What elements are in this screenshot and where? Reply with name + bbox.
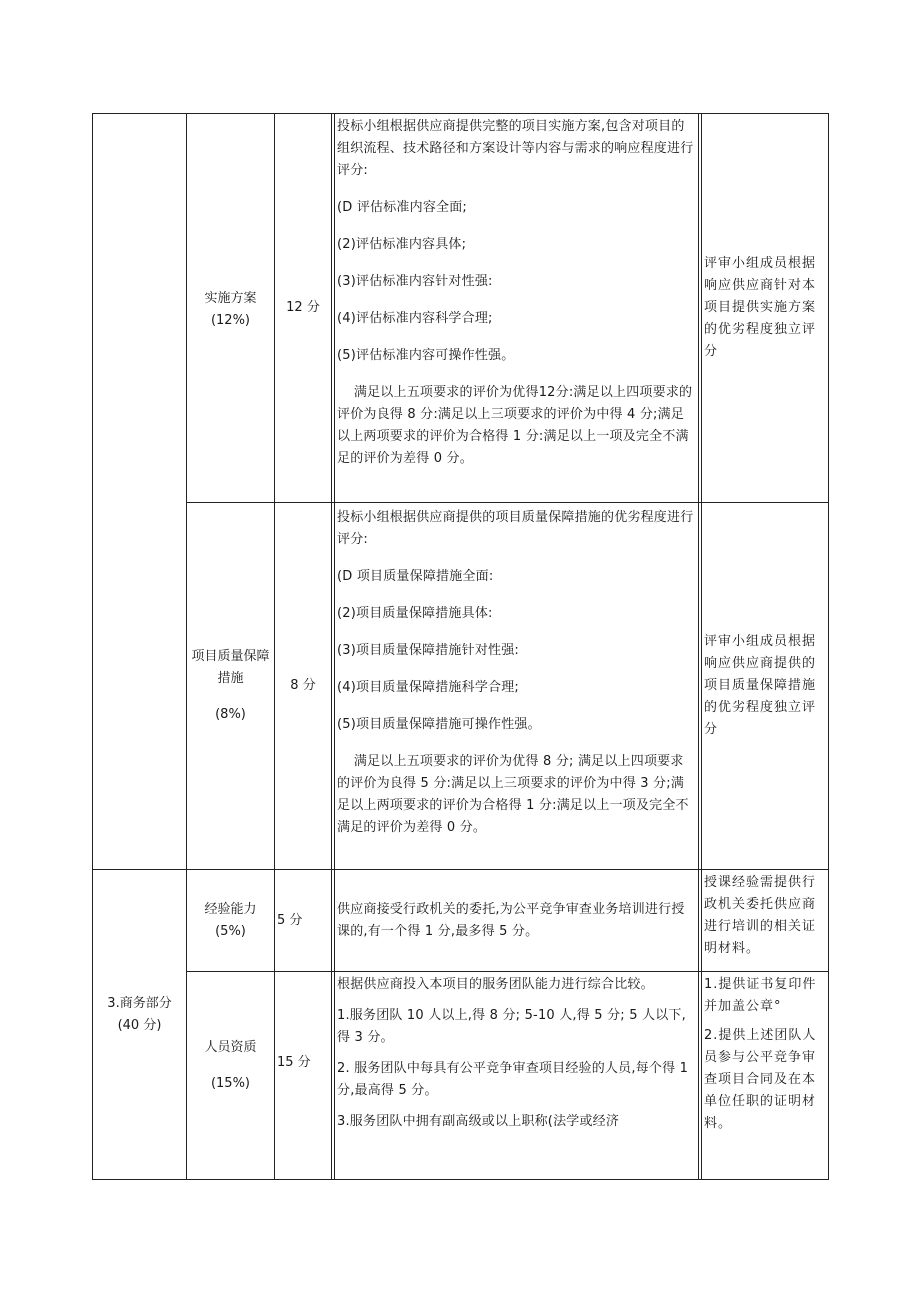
plan-criteria-scoring: 满足以上五项要求的评价为优得12分:满足以上四项要求的评价为良得 8 分:满足以上三项要求的评价为中得 4 分;满足以上两项要求的评价为合格得 1 分:满足以上一项及完全不满足的评价为差得 0 分。 [337,385,693,466]
plan-criteria-item-4: (4)评估标准内容科学合理; [337,311,493,326]
quality-name: 项目质量保障措施 [191,649,270,686]
staff-criteria-intro: 根据供应商投入本项目的服务团队能力进行综合比较。 [337,977,654,992]
quality-score-cell [275,503,331,869]
staff-criteria-item-2: 2. 服务团队中每具有公平竞争审查项目经验的人员,每个得 1 分,最高得 5 分。 [337,1061,689,1098]
quality-criteria-item-5: (5)项目质量保障措施可操作性强。 [337,717,541,732]
quality-criteria-item-1: (D 项目质量保障措施全面: [337,569,494,584]
business-section-cell [93,870,186,1179]
plan-criteria-item-5: (5)评估标准内容可操作性强。 [337,348,515,363]
plan-note: 评审小组成员根据响应供应商针对本项目提供实施方案的优劣程度独立评分 [704,256,817,359]
business-points: (40 分) [117,1017,162,1033]
business-label: 3.商务部分 [107,995,172,1011]
experience-name-cell [187,870,274,971]
plan-score-cell [275,114,331,502]
quality-criteria-item-4: (4)项目质量保障措施科学合理; [337,680,519,695]
quality-criteria [335,507,698,839]
quality-name-cell [187,503,274,869]
experience-note: 授课经验需提供行政机关委托供应商进行培训的相关证明材料。 [704,875,817,956]
plan-pct: (12%) [210,312,251,328]
plan-criteria-item-1: (D 评估标准内容全面; [337,200,467,215]
quality-note: 评审小组成员根据响应供应商提供的项目质量保障措施的优劣程度独立评分 [704,634,817,737]
plan-criteria [335,116,698,470]
quality-criteria-item-3: (3)项目质量保障措施针对性强: [337,643,519,658]
plan-score: 12 分 [286,300,320,315]
staff-note-2: 2.提供上述团队人员参与公平竞争审查项目合同及在本单位任职的证明材料。 [704,1028,817,1131]
experience-name: 经验能力 [204,901,257,917]
experience-score: 5 分 [277,912,303,928]
experience-score-cell [275,870,331,971]
quality-pct: (8%) [215,707,246,722]
rule-col4 [698,113,699,1180]
quality-criteria-item-2: (2)项目质量保障措施具体: [337,606,493,621]
rule-col3 [331,113,332,1180]
staff-criteria [335,974,698,1133]
plan-name: 实施方案 [204,290,257,306]
quality-score: 8 分 [290,678,316,693]
experience-note-cell [702,872,828,960]
staff-criteria-item-1: 1.服务团队 10 人以上,得 8 分; 5-10 人,得 5 分; 5 人以下,得 3 分。 [337,1008,686,1045]
plan-note-cell [702,114,828,502]
staff-score-cell [275,972,331,1179]
staff-note-cell [702,974,828,1135]
quality-criteria-scoring: 满足以上五项要求的评价为优得 8 分; 满足以上四项要求的评价为良得 5 分:满足以上三项要求的评价为中得 3 分;满足以上两项要求的评价为合格得 1 分:满足以上一项及完全不满足的评价为差得 0 分。 [337,754,689,835]
experience-pct: (5%) [215,923,246,939]
experience-criteria: 供应商接受行政机关的委托,为公平竞争审查业务培训进行授课的,有一个得 1 分,最多得 5 分。 [337,901,685,939]
staff-score: 15 分 [277,1054,311,1070]
quality-criteria-intro: 投标小组根据供应商提供的项目质量保障措施的优劣程度进行评分: [337,510,694,547]
plan-name-cell [187,114,274,502]
plan-criteria-intro: 投标小组根据供应商提供完整的项目实施方案,包含对项目的组织流程、技术路径和方案设计等内容与需求的响应程度进行评分: [337,119,694,178]
plan-criteria-item-2: (2)评估标准内容具体; [337,237,467,252]
experience-criteria-cell [335,870,698,971]
plan-criteria-item-3: (3)评估标准内容针对性强: [337,274,493,289]
staff-name: 人员资质 [204,1039,257,1055]
staff-criteria-item-3: 3.服务团队中拥有副高级或以上职称(法学或经济 [337,1114,620,1129]
staff-note-1: 1.提供证书复印件并加盖公章° [704,977,817,1014]
staff-pct: (15%) [210,1075,251,1091]
rule-bottom [92,1179,829,1180]
rule-col5 [828,113,829,1180]
staff-name-cell [187,972,274,1179]
quality-note-cell [702,503,828,869]
